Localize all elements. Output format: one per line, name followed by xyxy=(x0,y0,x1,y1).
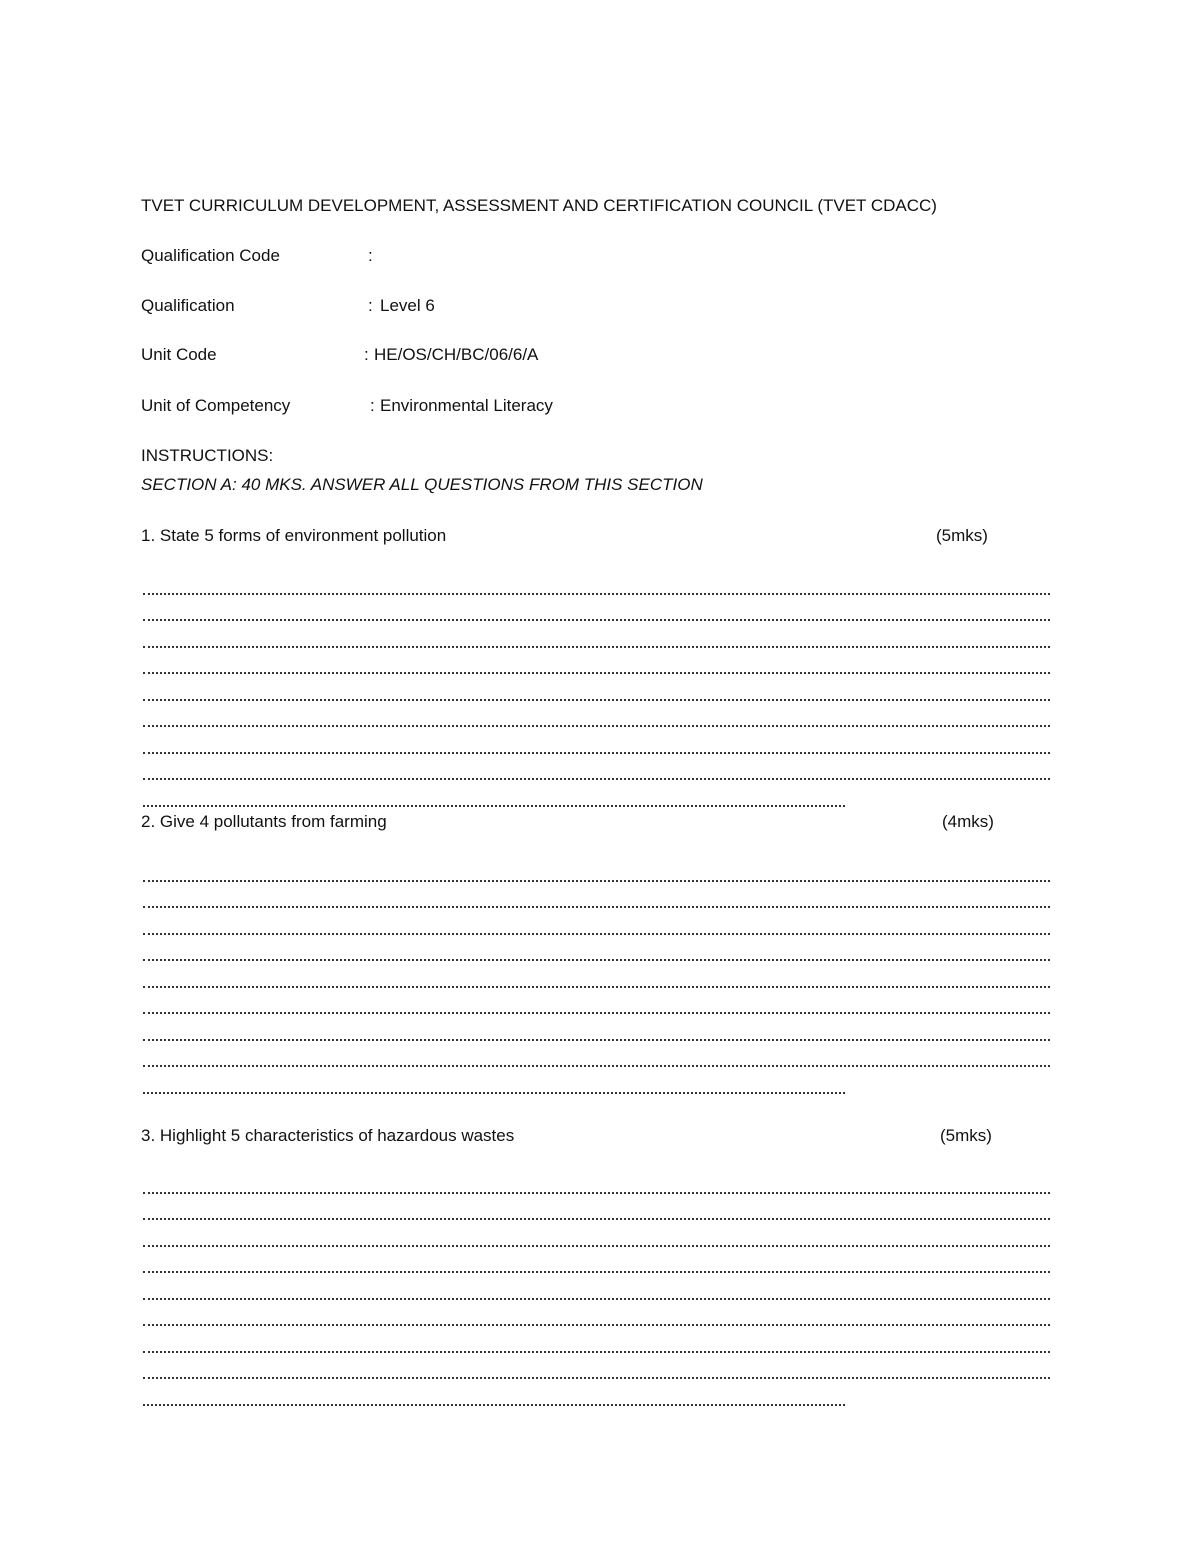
question-1-text: 1. State 5 forms of environment pollution xyxy=(141,526,447,545)
answer-line xyxy=(143,1194,1050,1221)
instructions-heading: INSTRUCTIONS: xyxy=(141,446,274,465)
meta-label: Qualification xyxy=(141,296,235,315)
answer-line xyxy=(143,1300,1050,1327)
meta-label: Qualification Code xyxy=(141,246,280,265)
meta-colon: : xyxy=(364,345,369,364)
answer-line xyxy=(143,1326,1050,1353)
answer-line xyxy=(143,961,1050,988)
answer-area-3[interactable] xyxy=(143,1167,1050,1406)
answer-line xyxy=(143,1041,1050,1068)
answer-line xyxy=(143,568,1050,595)
answer-line xyxy=(143,1353,1050,1380)
meta-value: HE/OS/CH/BC/06/6/A xyxy=(374,345,539,364)
answer-line xyxy=(143,1379,845,1406)
answer-line xyxy=(143,1167,1050,1194)
answer-line xyxy=(143,855,1050,882)
answer-line xyxy=(143,988,1050,1015)
answer-line xyxy=(143,727,1050,754)
council-title: TVET CURRICULUM DEVELOPMENT, ASSESSMENT AND CERTIFICATION COUNCIL (TVET CDACC) xyxy=(141,196,937,215)
answer-line xyxy=(143,1014,1050,1041)
meta-colon: : xyxy=(370,396,375,415)
meta-label: Unit of Competency xyxy=(141,396,291,415)
question-2-marks: (4mks) xyxy=(942,812,994,831)
answer-line xyxy=(143,935,1050,962)
answer-line xyxy=(143,674,1050,701)
meta-value: Environmental Literacy xyxy=(380,396,553,415)
answer-line xyxy=(143,595,1050,622)
question-3-text: 3. Highlight 5 characteristics of hazardous wastes xyxy=(141,1126,515,1145)
question-1-marks: (5mks) xyxy=(936,526,988,545)
answer-line xyxy=(143,701,1050,728)
meta-value: Level 6 xyxy=(380,296,435,315)
meta-label: Unit Code xyxy=(141,345,217,364)
meta-colon: : xyxy=(368,296,373,315)
answer-area-1[interactable] xyxy=(143,568,1050,807)
answer-line xyxy=(143,1067,845,1094)
answer-area-2[interactable] xyxy=(143,855,1050,1094)
answer-line xyxy=(143,754,1050,781)
answer-line xyxy=(143,882,1050,909)
answer-line xyxy=(143,621,1050,648)
meta-colon: : xyxy=(368,246,373,265)
question-3-marks: (5mks) xyxy=(940,1126,992,1145)
section-note: SECTION A: 40 MKS. ANSWER ALL QUESTIONS FROM THIS SECTION xyxy=(141,475,703,494)
question-2-text: 2. Give 4 pollutants from farming xyxy=(141,812,387,831)
answer-line xyxy=(143,1273,1050,1300)
answer-line xyxy=(143,1220,1050,1247)
answer-line xyxy=(143,1247,1050,1274)
answer-line xyxy=(143,908,1050,935)
answer-line xyxy=(143,780,845,807)
answer-line xyxy=(143,648,1050,675)
